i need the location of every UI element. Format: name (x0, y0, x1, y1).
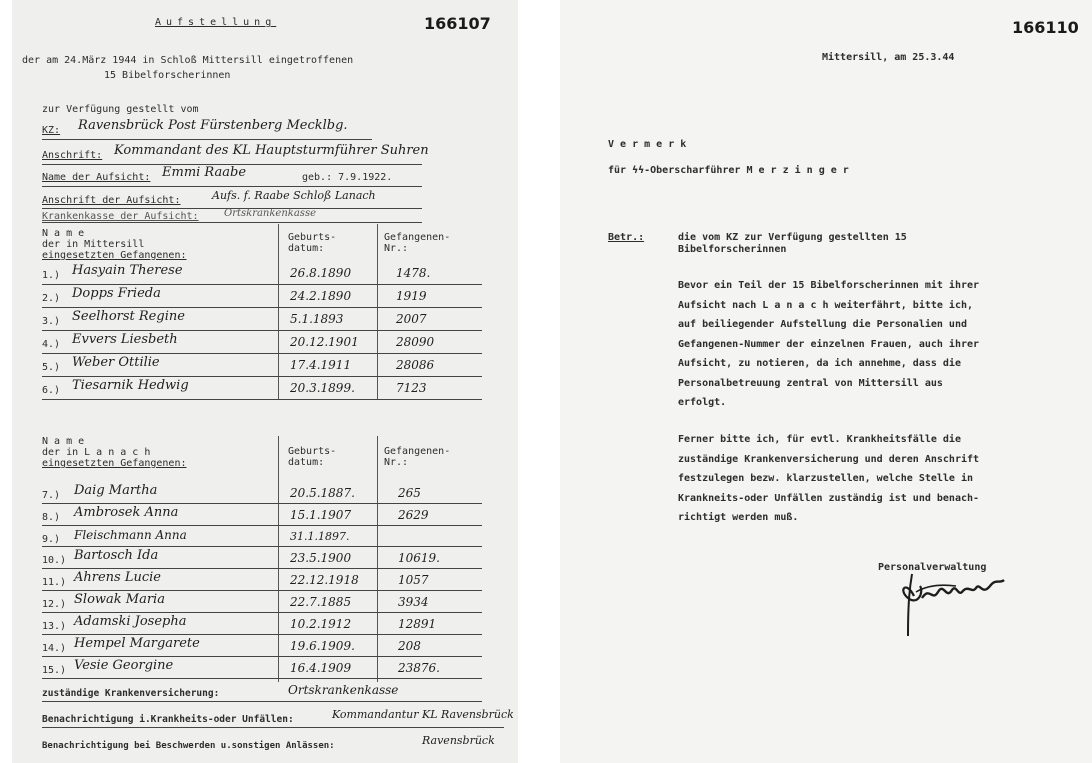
row-line (42, 376, 482, 377)
row-name: Adamski Josepha (74, 614, 187, 629)
row-number: 7.) (42, 490, 61, 501)
row-name: Hasyain Therese (72, 263, 183, 278)
group2-prisoner-header: Gefangenen- Nr.: (384, 446, 451, 468)
row-number: 1.) (42, 270, 61, 281)
place-date: Mittersill, am 25.3.44 (822, 52, 955, 63)
row-number: 15.) (42, 665, 67, 676)
row-birthdate: 24.2.1890 (290, 289, 352, 303)
row-prisoner-number: 28086 (396, 358, 435, 372)
row-line (42, 568, 482, 569)
row-line (42, 284, 482, 285)
row-name: Bartosch Ida (74, 548, 159, 563)
group2-name-header: N a m e der in L a n a c h eingesetzten Gefangenen: (42, 436, 187, 469)
column-divider (278, 436, 279, 682)
row-birthdate: 20.5.1887. (290, 486, 355, 500)
row-prisoner-number: 7123 (396, 381, 427, 395)
footer-illness-value: Kommandantur KL Ravensbrück (332, 708, 514, 721)
memo-heading: V e r m e r k (608, 139, 687, 150)
row-number: 12.) (42, 599, 67, 610)
field-insurance-label: Krankenkasse der Aufsicht: (42, 211, 199, 222)
row-name: Hempel Margarete (74, 636, 200, 651)
signoff-title: Personalverwaltung (878, 562, 987, 573)
row-birthdate: 5.1.1893 (290, 312, 344, 326)
row-number: 3.) (42, 316, 61, 327)
row-birthdate: 31.1.1897. (290, 530, 350, 543)
field-address-value: Kommandant des KL Hauptsturmführer Suhren (114, 143, 429, 158)
row-name: Evvers Liesbeth (72, 332, 178, 347)
row-line (42, 399, 482, 400)
row-line (42, 678, 482, 679)
field-address-label: Anschrift: (42, 150, 103, 161)
row-name: Seelhorst Regine (72, 309, 185, 324)
left-title: Aufstellung (155, 17, 277, 28)
row-number: 8.) (42, 512, 61, 523)
row-name: Weber Ottilie (72, 355, 160, 370)
field-underline (42, 139, 372, 140)
row-line (42, 612, 482, 613)
row-birthdate: 20.3.1899. (290, 381, 355, 395)
row-line (42, 634, 482, 635)
field-underline (42, 222, 422, 223)
row-prisoner-number: 28090 (396, 335, 435, 349)
row-name: Vesie Georgine (74, 658, 174, 673)
row-prisoner-number: 1478. (396, 266, 431, 280)
row-prisoner-number: 1057 (398, 573, 429, 587)
field-kz-label: KZ: (42, 125, 61, 136)
row-birthdate: 22.7.1885 (290, 595, 352, 609)
right-document-page (560, 0, 1092, 763)
row-birthdate: 15.1.1907 (290, 508, 352, 522)
footer-line (42, 701, 482, 702)
row-birthdate: 22.12.1918 (290, 573, 359, 587)
intro-text: zur Verfügung gestellt vom (42, 104, 199, 115)
row-prisoner-number: 2007 (396, 312, 427, 326)
left-doc-number: 166107 (424, 14, 491, 33)
row-name: Fleischmann Anna (74, 528, 187, 542)
row-prisoner-number: 265 (398, 486, 421, 500)
row-line (42, 525, 482, 526)
field-kz-value: Ravensbrück Post Fürstenberg Mecklbg. (78, 118, 348, 133)
row-name: Daig Martha (74, 483, 158, 498)
row-prisoner-number: 12891 (398, 617, 437, 631)
left-subtitle-1: der am 24.März 1944 in Schloß Mittersill eingetroffenen (22, 55, 354, 66)
group1-name-header: N a m e der in Mittersill eingesetzten Gefangenen: (42, 228, 187, 261)
column-divider (278, 224, 279, 400)
row-prisoner-number: 3934 (398, 595, 429, 609)
row-line (42, 330, 482, 331)
row-line (42, 353, 482, 354)
row-number: 4.) (42, 339, 61, 350)
row-birthdate: 19.6.1909. (290, 639, 355, 653)
row-prisoner-number: 23876. (398, 661, 440, 675)
row-number: 9.) (42, 534, 61, 545)
row-birthdate: 17.4.1911 (290, 358, 352, 372)
row-line (42, 307, 482, 308)
row-name: Tiesarnik Hedwig (72, 378, 189, 393)
subject-line-1: die vom KZ zur Verfügung gestellten 15 (678, 232, 907, 243)
group1-birth-header: Geburts- datum: (288, 232, 337, 254)
footer-complaints-value: Ravensbrück (422, 734, 495, 747)
memo-recipient: für ϟϟ-Oberscharführer M e r z i n g e r (608, 165, 849, 176)
row-number: 6.) (42, 385, 61, 396)
row-line (42, 590, 482, 591)
left-subtitle-2: 15 Bibelforscherinnen (104, 70, 231, 81)
field-supervisor-address-label: Anschrift der Aufsicht: (42, 195, 181, 206)
row-birthdate: 16.4.1909 (290, 661, 352, 675)
row-birthdate: 20.12.1901 (290, 335, 359, 349)
paragraph-1: Bevor ein Teil der 15 Bibelforscherinnen mit ihrer Aufsicht nach L a n a c h weiterfährt, bitte ich, auf beiliegender Aufstellung die Personalien und Gefangenen-Nummer der einzelnen Frauen, auch ihrer Aufsicht, zu notieren, da ich annehme, dass die Personalbetreuung zentral von Mittersill aus erfolgt. (678, 280, 980, 408)
row-prisoner-number: 10619. (398, 551, 440, 565)
row-line (42, 503, 482, 504)
row-birthdate: 23.5.1900 (290, 551, 352, 565)
paragraph-2: Ferner bitte ich, für evtl. Krankheitsfälle die zuständige Krankenversicherung und deren Anschrift festzulegen bezw. klarzustellen, welche Stelle in Krankneits-oder Unfällen zuständig ist und benach- richtigt werden muß. (678, 434, 980, 523)
row-number: 10.) (42, 555, 67, 566)
right-doc-number: 166110 (1012, 18, 1079, 37)
column-divider (377, 436, 378, 682)
row-name: Ahrens Lucie (74, 570, 161, 585)
field-supervisor-value: Emmi Raabe (162, 165, 247, 180)
row-birthdate: 10.2.1912 (290, 617, 352, 631)
row-prisoner-number: 208 (398, 639, 421, 653)
subject-line-2: Bibelforscherinnen (678, 244, 787, 255)
handwritten-signature (896, 556, 1016, 640)
footer-insurance-value: Ortskrankenkasse (288, 683, 399, 697)
field-supervisor-birth: geb.: 7.9.1922. (302, 172, 393, 183)
column-divider (377, 224, 378, 400)
row-number: 2.) (42, 293, 61, 304)
field-supervisor-address-value: Aufs. f. Raabe Schloß Lanach (212, 189, 376, 202)
row-number: 5.) (42, 362, 61, 373)
field-underline (42, 186, 422, 187)
row-number: 14.) (42, 643, 67, 654)
subject-label: Betr.: (608, 232, 645, 243)
group1-prisoner-header: Gefangenen- Nr.: (384, 232, 451, 254)
field-insurance-value: Ortskrankenkasse (224, 208, 316, 219)
row-name: Dopps Frieda (72, 286, 161, 301)
left-document-page (12, 0, 518, 763)
row-line (42, 546, 482, 547)
row-prisoner-number: 2629 (398, 508, 429, 522)
field-supervisor-label: Name der Aufsicht: (42, 172, 151, 183)
row-prisoner-number: 1919 (396, 289, 427, 303)
footer-complaints-label: Benachrichtigung bei Beschwerden u.sonstigen Anlässen: (42, 741, 335, 751)
row-line (42, 656, 482, 657)
row-name: Ambrosek Anna (74, 505, 179, 520)
group2-birth-header: Geburts- datum: (288, 446, 337, 468)
row-name: Slowak Maria (74, 592, 165, 607)
row-number: 13.) (42, 621, 67, 632)
footer-illness-label: Benachrichtigung i.Krankheits-oder Unfällen: (42, 714, 294, 725)
row-number: 11.) (42, 577, 67, 588)
row-birthdate: 26.8.1890 (290, 266, 352, 280)
footer-line (42, 727, 504, 728)
footer-insurance-label: zuständige Krankenversicherung: (42, 688, 220, 699)
